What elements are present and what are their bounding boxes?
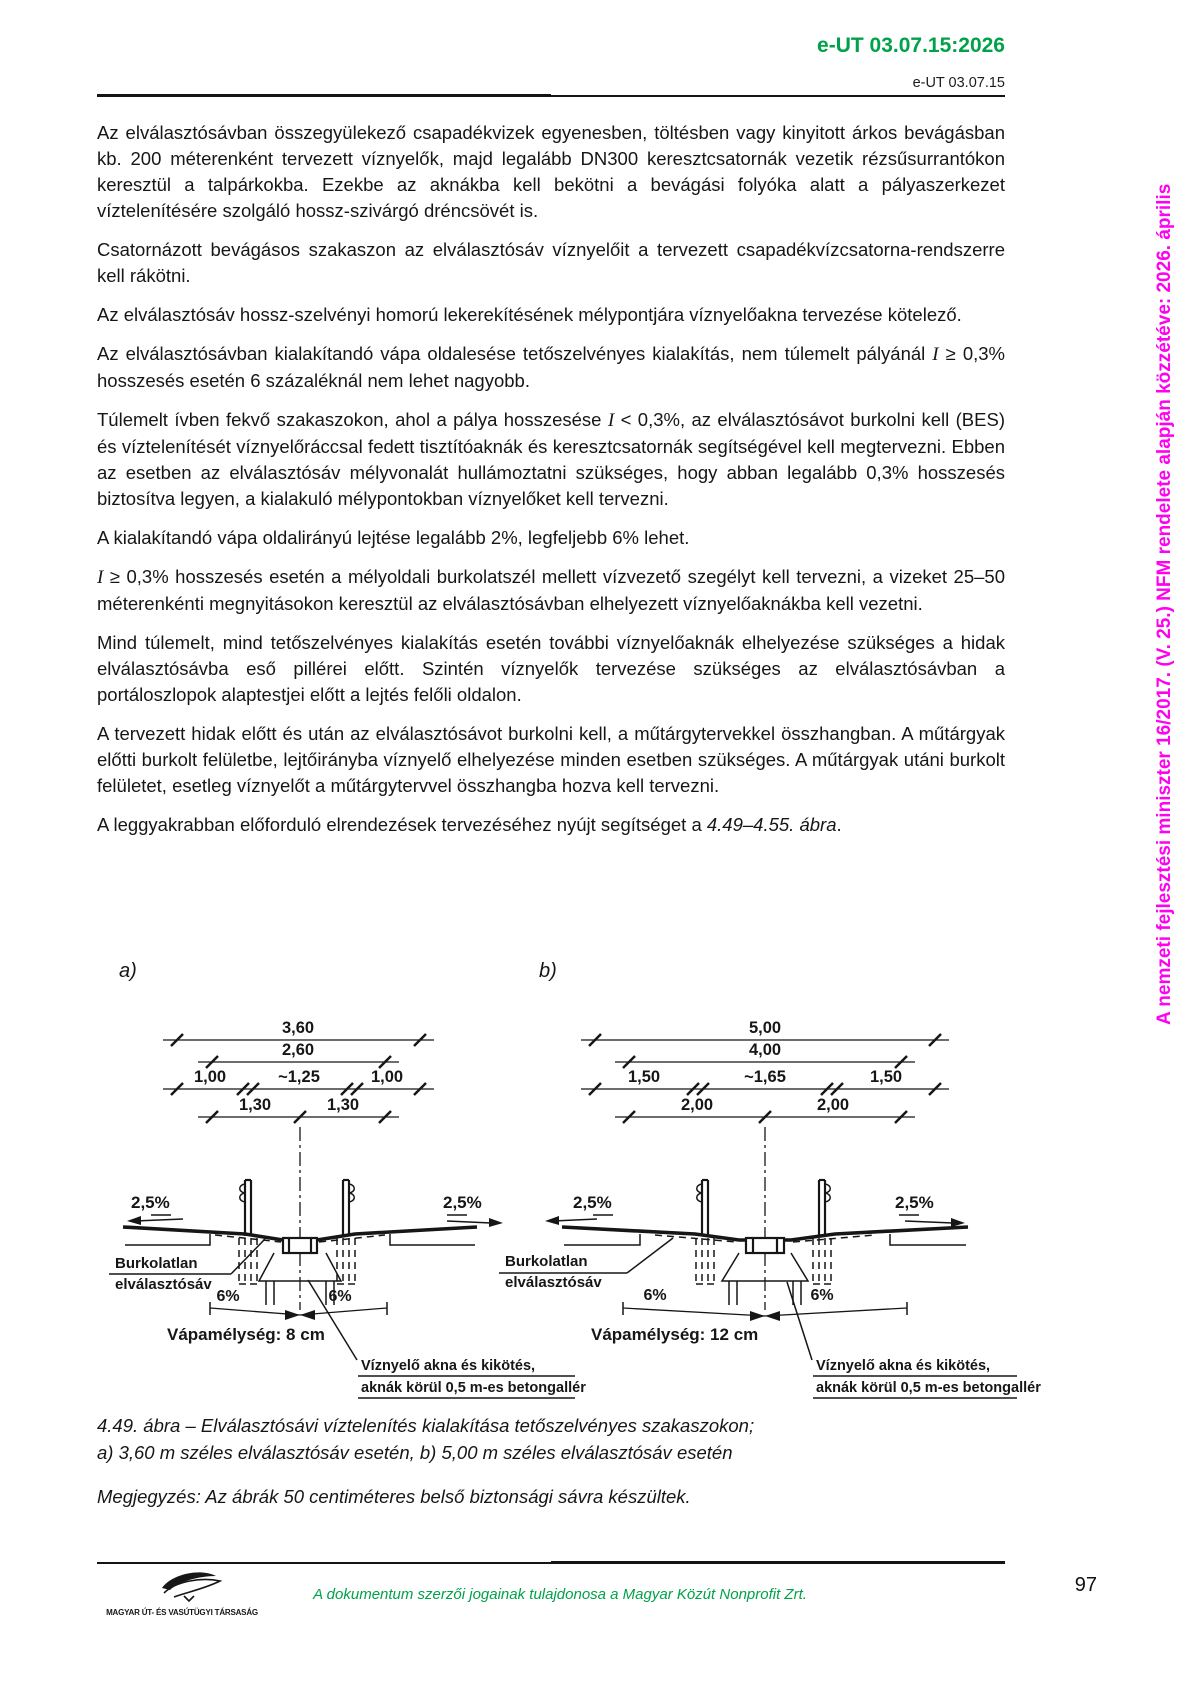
paragraph-8: Mind túlemelt, mind tetőszelvényes kialakítás esetén további víznyelőaknák elhelyezése szükséges a hidak elválasztósávba eső pillérei előtt. Szintén víznyelők tervezése szükséges az elválasztósávban a portáloszlopok alaptestjei előtt a lejtés felőli oldalon.	[97, 632, 1005, 705]
figure-caption-line2: a) 3,60 m széles elválasztósáv esetén, b) 5,00 m széles elválasztósáv esetén	[97, 1442, 733, 1463]
paragraph-10-text: .	[836, 814, 842, 835]
road-rail-swoosh-icon	[132, 1568, 232, 1602]
dim-left-a: 1,00	[193, 1068, 227, 1086]
footer-rule-left	[97, 1562, 551, 1564]
unpaved-label-b-line2: elválasztósáv	[505, 1274, 602, 1291]
organization-name: MAGYAR ÚT- ÉS VASÚTÜGYI TÁRSASÁG	[106, 1608, 258, 1617]
dim-half-right-b: 2,00	[816, 1096, 850, 1114]
figure-4-49	[95, 932, 1105, 1407]
paragraph-7-text: ≥ 0,3% hosszesés esetén a mélyoldali burkolatszél mellett vízvezető szegélyt kell tervezni, a vizeket 25–50 méterenkénti megnyitásokon keresztül az elválasztósávban elhelyezett víznyelőaknákba kell vezetni.	[97, 566, 1005, 614]
vapa-slope-left-a: 6%	[216, 1288, 240, 1305]
figure-caption	[97, 1412, 754, 1466]
slope-right-a: 2,5%	[443, 1193, 482, 1212]
figure-panel-b	[499, 960, 1041, 1398]
dim-half-left-a: 1,30	[238, 1096, 272, 1114]
panel-b-label: b)	[539, 960, 557, 982]
paragraph-10	[97, 812, 1005, 838]
publication-side-note: A nemzeti fejlesztési miniszter 16/2017. (V. 25.) NFM rendelete alapján közzétéve: 2026. április	[1154, 183, 1175, 1026]
dim-inner-a: 2,60	[281, 1041, 315, 1059]
footer-rule-right	[551, 1561, 1005, 1564]
slope-left-b: 2,5%	[573, 1193, 612, 1212]
paragraph-9: A tervezett hidak előtt és után az elválasztósávot burkolni kell, a műtárgytervekkel összhangban. A műtárgyak előtti burkolt felületbe, lejtőirányba víznyelő elhelyezése minden esetben szükséges. A műtárgyak utáni burkolt felületet, esetleg víznyelőt a műtárgytervvel összhangba hozva kell tervezni.	[97, 723, 1005, 796]
dim-mid-a: ~1,25	[278, 1068, 320, 1086]
depth-label-b: Vápamélység: 12 cm	[591, 1325, 759, 1344]
dim-mid-b: ~1,65	[744, 1068, 786, 1086]
guardrail-posts-b	[696, 1180, 831, 1284]
page-number: 97	[1074, 1574, 1097, 1596]
paragraph-2: Csatornázott bevágásos szakaszon az elválasztósáv víznyelőit a tervezett csapadékvízcsatorna-rendszerre kell rákötni.	[97, 239, 1005, 286]
dim-half-left-b: 2,00	[680, 1096, 714, 1114]
slope-variable: I	[97, 567, 104, 588]
depth-label-a: Vápamélység: 8 cm	[167, 1325, 325, 1344]
vapa-slope-right-b: 6%	[810, 1287, 834, 1304]
document-code-title: e-UT 03.07.15:2026	[817, 34, 1005, 57]
dim-left-b: 1,50	[627, 1068, 661, 1086]
slope-variable: I	[932, 344, 939, 365]
paragraph-4	[97, 341, 1005, 394]
dim-total-a: 3,60	[281, 1019, 315, 1037]
slope-right-b: 2,5%	[895, 1193, 934, 1212]
paragraph-5	[97, 407, 1005, 512]
paragraph-3: Az elválasztósáv hossz-szelvényi homorú lekerekítésének mélypontjára víznyelőakna tervezése kötelező.	[97, 304, 962, 325]
paragraph-6: A kialakítandó vápa oldalirányú lejtése legalább 2%, legfeljebb 6% lehet.	[97, 527, 690, 548]
paragraph-7	[97, 564, 1005, 617]
dim-right-b: 1,50	[869, 1068, 903, 1086]
organization-logo	[97, 1568, 267, 1617]
dim-right-a: 1,00	[370, 1068, 404, 1086]
slope-annotations-b	[545, 1193, 965, 1321]
arrow-left-a	[127, 1216, 141, 1225]
paragraph-10-text: A leggyakrabban előforduló elrendezések tervezéséhez nyújt segítséget a	[97, 814, 707, 835]
figure-caption-line1: 4.49. ábra – Elválasztósávi víztelenítés kialakítása tetőszelvényes szakaszokon;	[97, 1415, 755, 1436]
body-text	[97, 120, 1005, 851]
header-rule-left	[97, 94, 551, 97]
slope-left-a: 2,5%	[131, 1193, 170, 1212]
arrow-left-b	[545, 1216, 559, 1225]
document-code-subtitle: e-UT 03.07.15	[912, 75, 1005, 91]
labels-b	[499, 1238, 1041, 1398]
copyright-notice: A dokumentum szerzői jogainak tulajdonosa a Magyar Közút Nonprofit Zrt.	[313, 1586, 807, 1603]
unpaved-label-b-line1: Burkolatlan	[505, 1253, 588, 1270]
guardrail-posts-a	[239, 1180, 355, 1284]
drain-label-b-line1: Víznyelő akna és kikötés,	[816, 1358, 991, 1374]
panel-a-label: a)	[119, 960, 137, 982]
header-rule-right	[551, 95, 1005, 97]
figure-reference: 4.49–4.55. ábra	[706, 814, 837, 835]
figure-panel-a	[109, 960, 586, 1398]
paragraph-4-text: ≥ 0,3% hosszesés esetén 6 százaléknál nem lehet nagyobb.	[97, 343, 1005, 391]
dimension-lines-a	[163, 1019, 434, 1123]
paragraph-1: Az elválasztósávban összegyülekező csapadékvizek egyenesben, töltésben vagy kinyitott árkos bevágásban kb. 200 méterenként tervezett víznyelők, majd legalább DN300 keresztcsatornák vezetik rézsűsurrantókon keresztül a talpárkokba. Ezekbe az aknákba kell bekötni a bevágási folyóka alatt a pályaszerkezet víztelenítésére szolgáló hossz-szivárgó dréncsövét is.	[97, 122, 1005, 221]
drain-label-b-line2: aknák körül 0,5 m-es betongallér	[816, 1380, 1041, 1396]
unpaved-label-a-line2: elválasztósáv	[115, 1276, 212, 1293]
dim-half-right-a: 1,30	[326, 1096, 360, 1114]
dim-total-b: 5,00	[748, 1019, 782, 1037]
vapa-slope-left-b: 6%	[643, 1287, 667, 1304]
drain-label-a-line1: Víznyelő akna és kikötés,	[361, 1358, 536, 1374]
slope-variable: I	[607, 410, 615, 431]
drain-label-a-line2: aknák körül 0,5 m-es betongallér	[361, 1380, 586, 1396]
figure-note: Megjegyzés: Az ábrák 50 centiméteres belső biztonsági sávra készültek.	[97, 1486, 691, 1507]
paragraph-5-text: Túlemelt ívben fekvő szakaszokon, ahol a pálya hosszesése	[97, 409, 608, 430]
dim-inner-b: 4,00	[748, 1041, 782, 1059]
unpaved-label-a-line1: Burkolatlan	[115, 1255, 198, 1272]
paragraph-4-text: Az elválasztósávban kialakítandó vápa oldalesése tetőszelvényes kialakítás, nem túlemelt pályánál	[97, 343, 933, 364]
dimension-lines-b	[581, 1019, 949, 1123]
arrow-right-a	[489, 1218, 503, 1227]
paragraph-5-text: < 0,3%, az elválasztósávot burkolni kell (BES) és víztelenítését víznyelőráccsal fedett tisztítóaknák és keresztcsatornák segítségével kell megtervezni. Ebben az esetben az elválasztósáv mélyvonalát hullámoztatni szükséges, hogy abban legalább 0,3% hosszesés biztosítva legyen, a kialakuló mélypontokban víznyelőket kell tervezni.	[97, 409, 1005, 509]
vapa-slope-right-a: 6%	[328, 1288, 352, 1305]
